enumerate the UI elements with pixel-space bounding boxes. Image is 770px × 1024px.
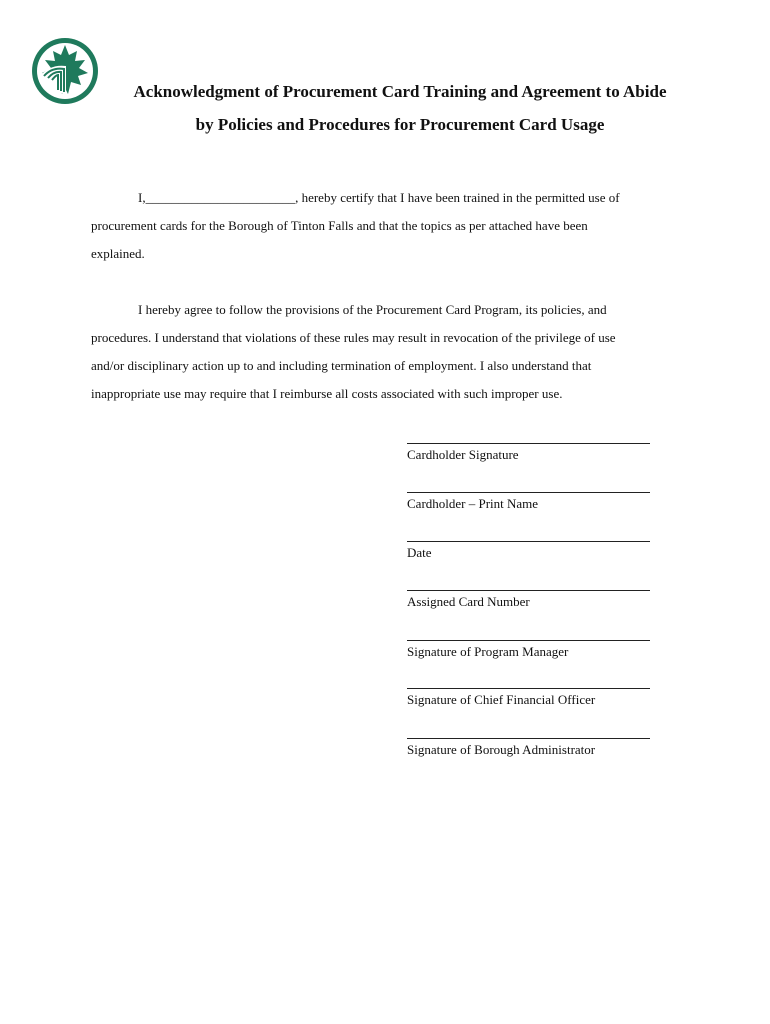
- signature-block-cardholder: [407, 443, 667, 463]
- signature-line[interactable]: [407, 738, 650, 739]
- signature-label: Cardholder – Print Name: [407, 496, 539, 511]
- signature-label: Signature of Chief Financial Officer: [407, 692, 596, 707]
- signature-label: Date: [407, 545, 432, 560]
- signature-block-date: [407, 541, 667, 561]
- signature-label: Assigned Card Number: [407, 594, 530, 609]
- signature-block-administrator: [407, 738, 667, 758]
- certify-paragraph-line-3: explained.: [91, 246, 145, 261]
- signature-block-print-name: [407, 492, 667, 512]
- document-title: [60, 75, 740, 141]
- signature-line[interactable]: [407, 640, 650, 641]
- signature-block-cfo: [407, 688, 667, 708]
- signature-line[interactable]: [407, 590, 650, 591]
- signature-line[interactable]: [407, 443, 650, 444]
- agreement-paragraph-line-4: inappropriate use may require that I reimburse all costs associated with such improper use.: [91, 386, 563, 401]
- agreement-paragraph-line-3: and/or disciplinary action up to and including termination of employment. I also understand that: [91, 358, 592, 373]
- signature-line[interactable]: [407, 492, 650, 493]
- signature-label: Signature of Program Manager: [407, 644, 569, 659]
- signature-label: Signature of Borough Administrator: [407, 742, 596, 757]
- certify-paragraph-line-2: procurement cards for the Borough of Tinton Falls and that the topics as per attached have been: [91, 218, 588, 233]
- title-line-2: by Policies and Procedures for Procurement Card Usage: [195, 115, 605, 134]
- signature-line[interactable]: [407, 688, 650, 689]
- agreement-paragraph-line-2: procedures. I understand that violations of these rules may result in revocation of the privilege of use: [91, 330, 616, 345]
- signature-block-program-manager: [407, 640, 667, 660]
- agreement-paragraph-line-1: I hereby agree to follow the provisions of the Procurement Card Program, its policies, and: [138, 302, 607, 317]
- signature-block-card-number: [407, 590, 667, 610]
- signature-label: Cardholder Signature: [407, 447, 519, 462]
- signature-line[interactable]: [407, 541, 650, 542]
- title-line-1: Acknowledgment of Procurement Card Training and Agreement to Abide: [133, 82, 667, 101]
- certify-paragraph-line-1: I,_______________________, hereby certify that I have been trained in the permitted use of: [138, 190, 620, 205]
